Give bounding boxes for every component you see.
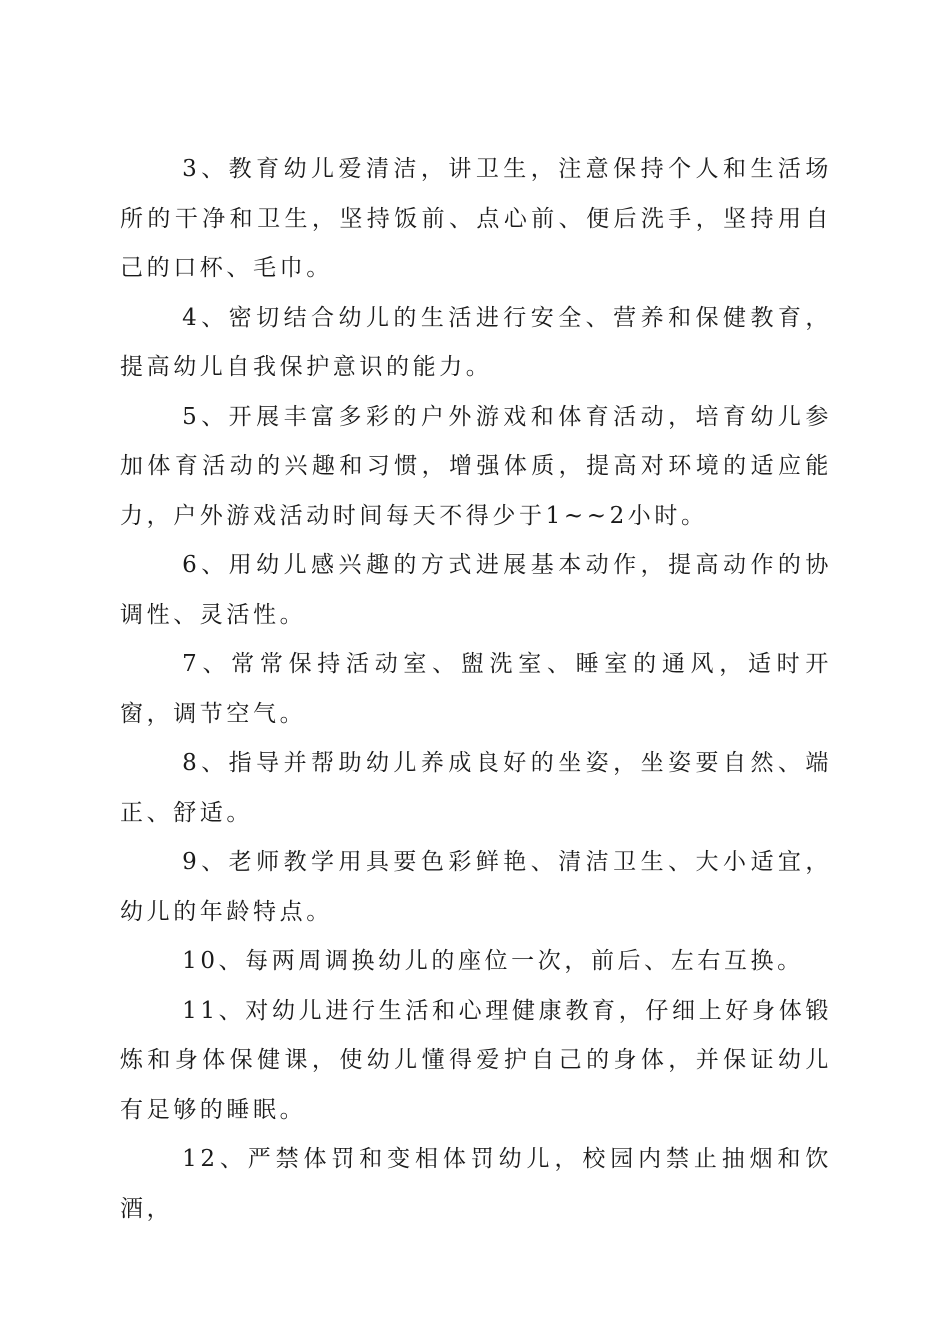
paragraph-8: 8、指导并帮助幼儿养成良好的坐姿，坐姿要自然、端正、舒适。 <box>120 750 832 826</box>
paragraph-10: 10、每两周调换幼儿的座位一次，前后、左右互换。 <box>182 948 804 974</box>
paragraph-5: 5、开展丰富多彩的户外游戏和体育活动，培育幼儿参加体育活动的兴趣和习惯，增强体质，提高对环境的适应能力，户外游戏活动时间每天不得少于1~~2小时。 <box>120 403 832 529</box>
paragraph-3: 3、教育幼儿爱清洁，讲卫生，注意保持个人和生活场所的干净和卫生，坚持饭前、点心前、便后洗手，坚持用自己的口杯、毛巾。 <box>120 156 832 281</box>
paragraph-9: 9、老师教学用具要色彩鲜艳、清洁卫生、大小适宜，幼儿的年龄特点。 <box>120 849 832 925</box>
paragraph-7: 7、常常保持活动室、盥洗室、睡室的通风，适时开窗，调节空气。 <box>120 651 832 727</box>
paragraph-12: 12、严禁体罚和变相体罚幼儿，校园内禁止抽烟和饮酒， <box>120 1146 832 1222</box>
document-body <box>120 145 832 1234</box>
paragraph-11: 11、对幼儿进行生活和心理健康教育，仔细上好身体锻炼和身体保健课，使幼儿懂得爱护自己的身体，并保证幼儿有足够的睡眠。 <box>120 997 832 1123</box>
paragraph-6: 6、用幼儿感兴趣的方式进展基本动作，提高动作的协调性、灵活性。 <box>120 552 832 628</box>
paragraph-4: 4、密切结合幼儿的生活进行安全、营养和保健教育，提高幼儿自我保护意识的能力。 <box>120 304 832 380</box>
